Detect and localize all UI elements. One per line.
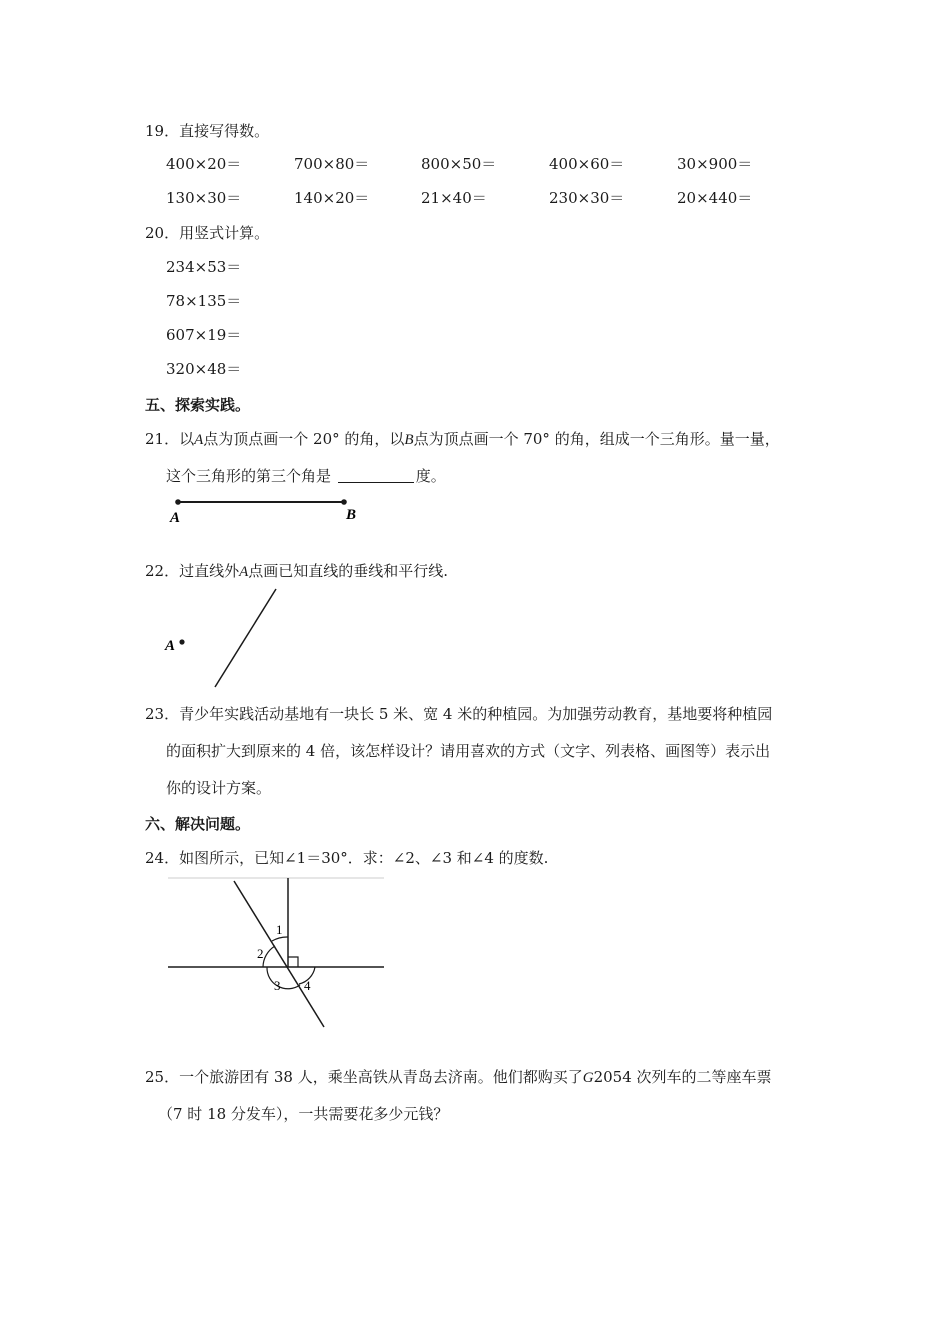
point-b xyxy=(341,499,347,505)
q20-item: 234×53＝ xyxy=(166,258,242,276)
q23-line1: 23．青少年实践活动基地有一块长 5 米、宽 4 米的种植园。为加强劳动教育，基地要将种植园 xyxy=(145,705,773,723)
q22-figure xyxy=(160,585,300,695)
q19-item: 140×20＝ xyxy=(294,189,370,207)
q19-item: 400×60＝ xyxy=(549,155,625,173)
q19-item: 800×50＝ xyxy=(421,155,497,173)
q19-item: 30×900＝ xyxy=(677,155,753,173)
q20-item: 78×135＝ xyxy=(166,292,242,310)
angle-arc-3 xyxy=(267,967,300,989)
angle-label-1: 1 xyxy=(276,922,283,937)
q24-angle-figure xyxy=(165,875,390,1035)
answer-blank[interactable] xyxy=(338,468,414,483)
q25-line1: 25．一个旅游团有 38 人，乘坐高铁从青岛去济南。他们都购买了G2054 次列车的二等座车票 xyxy=(145,1068,772,1086)
section-six-heading: 六、解决问题。 xyxy=(145,815,251,833)
q20-item: 607×19＝ xyxy=(166,326,242,344)
q23-line2: 的面积扩大到原来的 4 倍，该怎样设计？请用喜欢的方式（文字、列表格、画图等）表示出 xyxy=(166,742,771,760)
angle-arc-1 xyxy=(272,937,288,941)
q19-item: 700×80＝ xyxy=(294,155,370,173)
q25-line2: （7 时 18 分发车），一共需要花多少元钱？ xyxy=(158,1105,449,1123)
given-line xyxy=(215,589,276,687)
q20-item: 320×48＝ xyxy=(166,360,242,378)
q20-title: 20．用竖式计算。 xyxy=(145,224,270,242)
angle-label-4: 4 xyxy=(304,978,311,993)
q19-item: 130×30＝ xyxy=(166,189,242,207)
q22-text: 22．过直线外A点画已知直线的垂线和平行线. xyxy=(145,562,449,580)
q19-item: 20×440＝ xyxy=(677,189,753,207)
label-a: A xyxy=(165,638,176,654)
angle-label-3: 3 xyxy=(274,978,281,993)
q19-title: 19．直接写得数。 xyxy=(145,122,270,140)
section-five-heading: 五、探索实践。 xyxy=(145,396,251,414)
q21-line1: 21．以A点为顶点画一个 20° 的角，以B点为顶点画一个 70° 的角，组成一个三角形。量一量， xyxy=(145,430,780,448)
oblique-line xyxy=(234,881,324,1027)
q19-item: 400×20＝ xyxy=(166,155,242,173)
q21-line2: 这个三角形的第三个角是 度。 xyxy=(166,467,446,485)
point-a xyxy=(179,639,184,644)
q21-segment-figure xyxy=(160,490,380,530)
q19-item: 21×40＝ xyxy=(421,189,487,207)
label-a: A xyxy=(170,510,181,526)
right-angle-mark xyxy=(288,957,298,967)
label-b: B xyxy=(346,507,357,523)
angle-label-2: 2 xyxy=(257,946,264,961)
point-a xyxy=(175,499,181,505)
q24-text: 24．如图所示，已知∠1＝30°．求：∠2、∠3 和∠4 的度数. xyxy=(145,849,549,867)
angle-arc-2 xyxy=(263,946,275,967)
q23-line3: 你的设计方案。 xyxy=(166,779,272,797)
q19-item: 230×30＝ xyxy=(549,189,625,207)
